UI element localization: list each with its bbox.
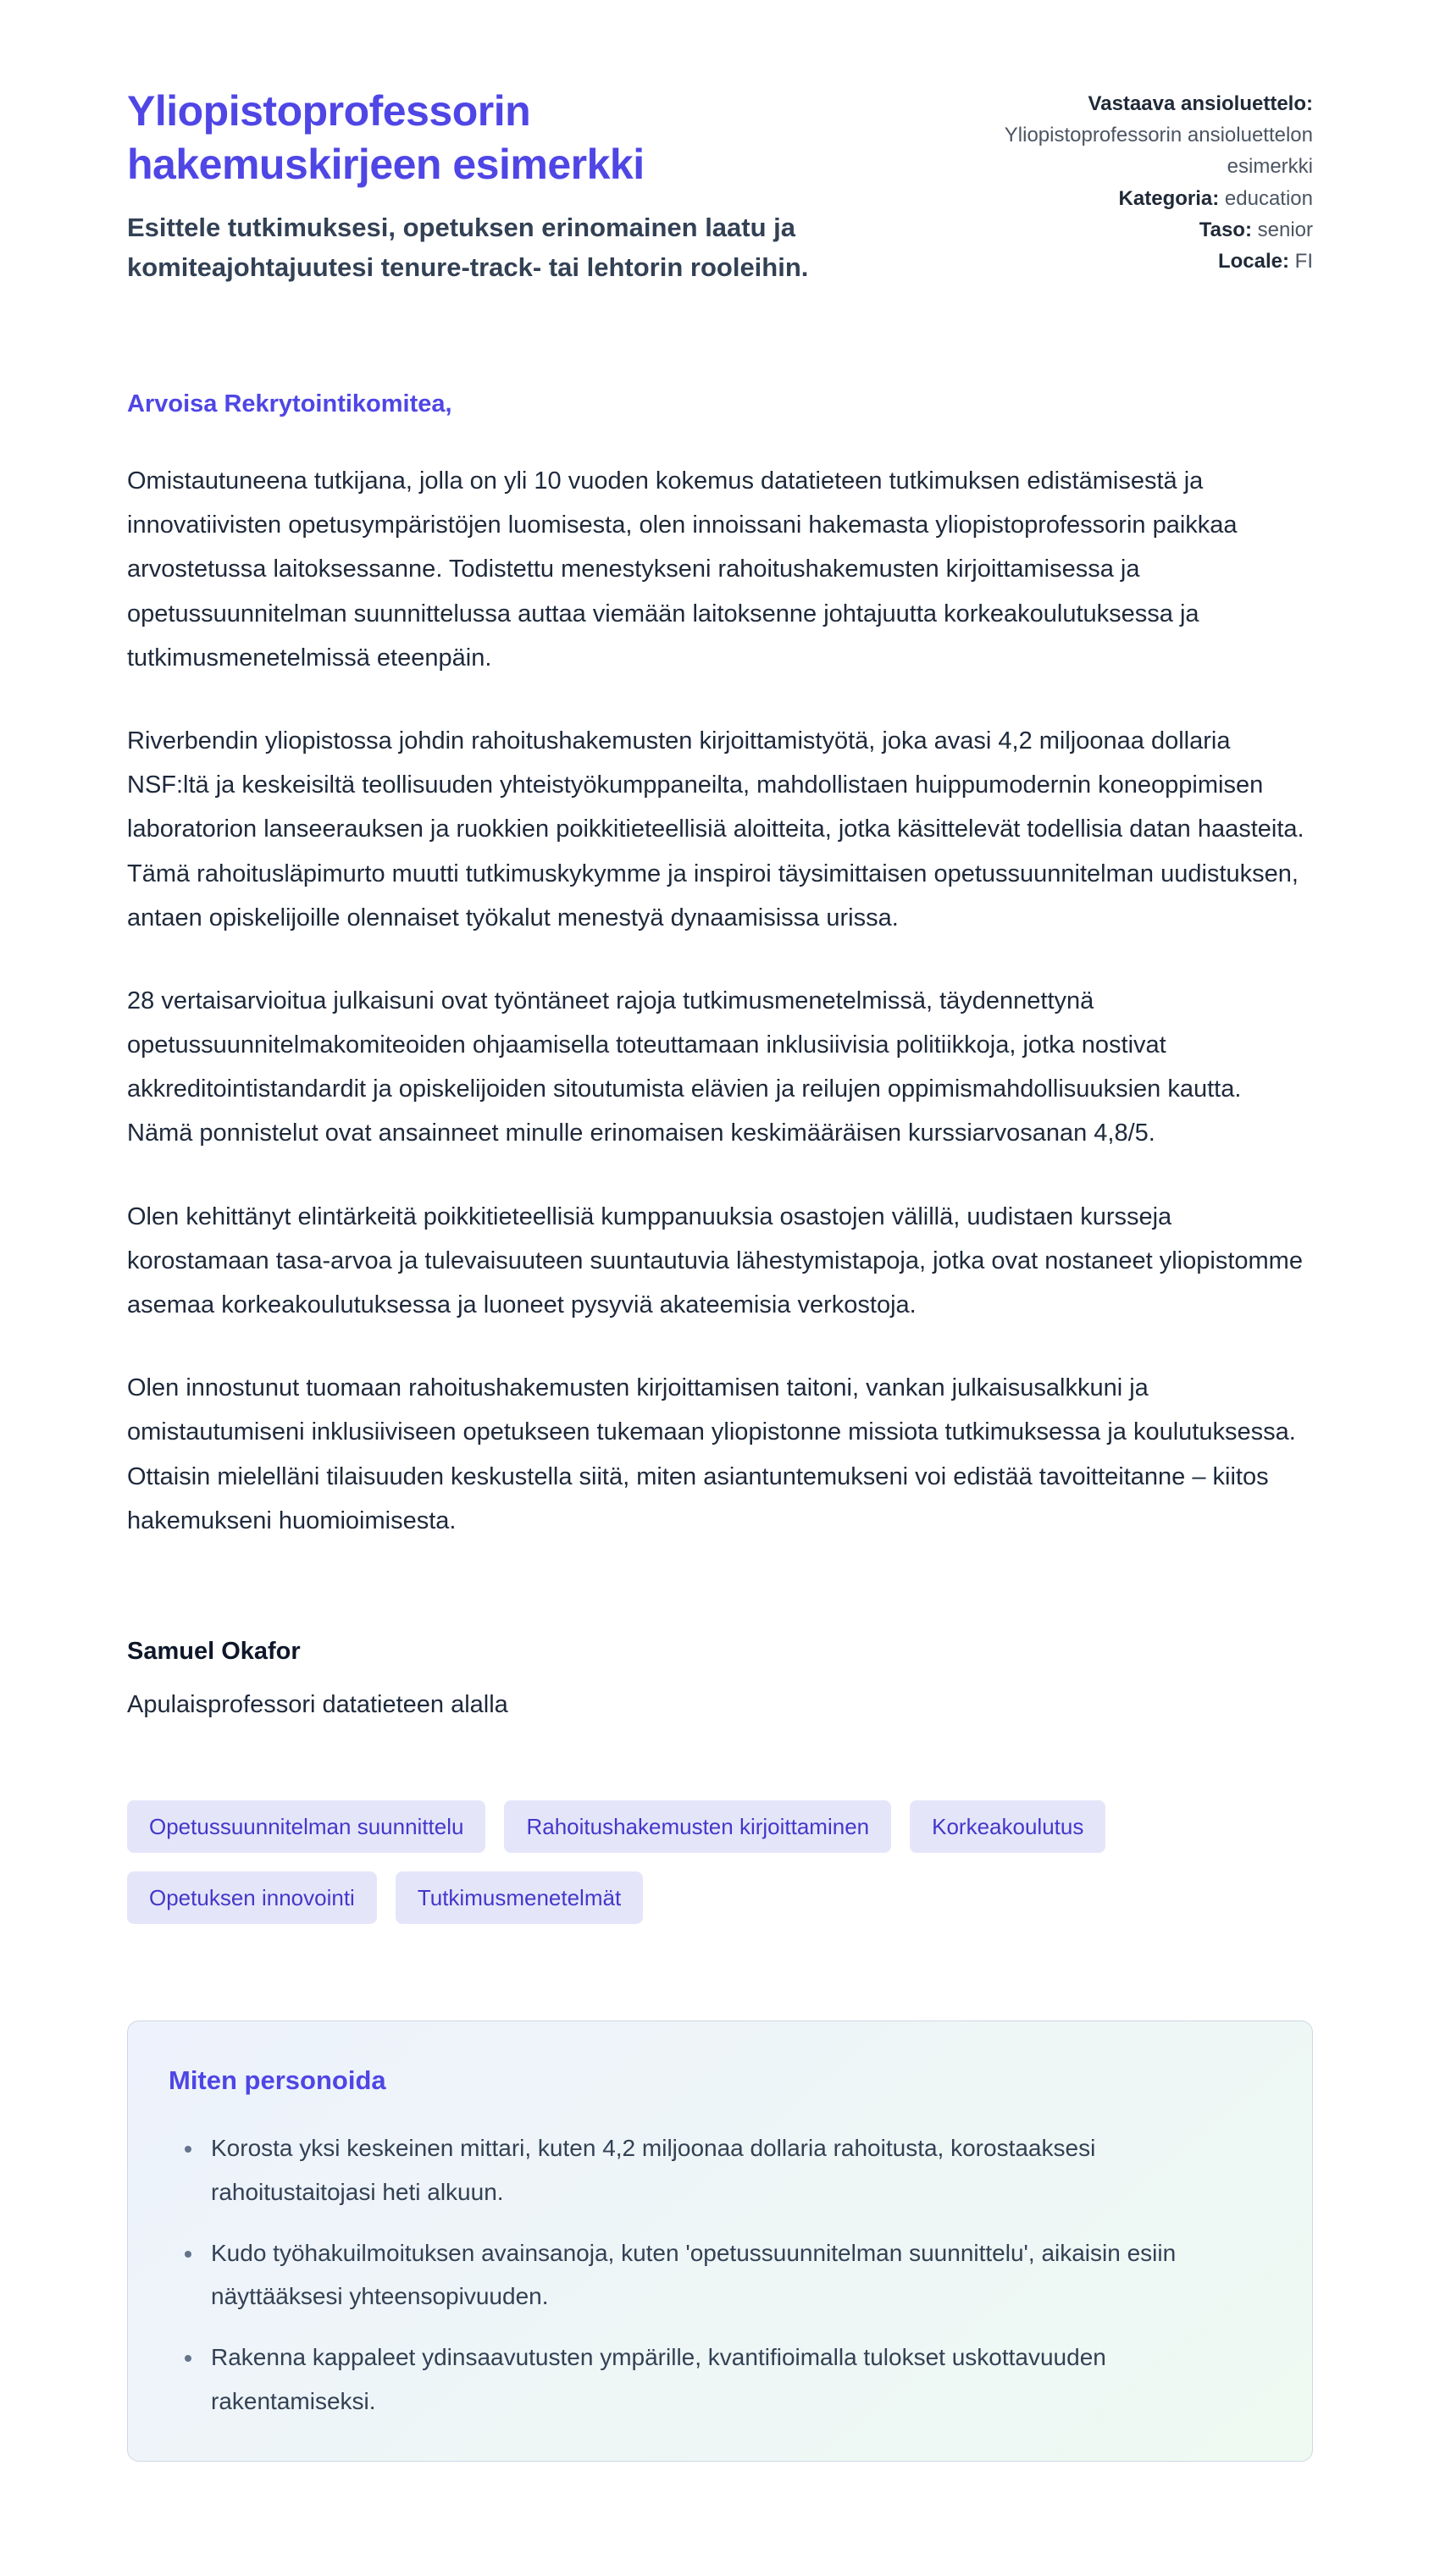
tips-item-1: • Korosta yksi keskeinen mittari, kuten 4,2 miljoonaa dollaria rahoitusta, korostaaksesi rahoitustaitojasi heti alkuun. (204, 2126, 1263, 2214)
tips-title: Miten personoida (169, 2065, 386, 2095)
tag-research-methods[interactable]: Tutkimusmenetelmät (396, 1871, 643, 1924)
signature-name: Samuel Okafor (127, 1637, 301, 1665)
letter-paragraph-4: Olen kehittänyt elintärkeitä poikkitieteellisiä kumppanuuksia osastojen välillä, uudistaen kursseja korostamaan tasa-arvoa ja tulevaisuuteen suuntautuvia lähestymistapoja, jotka ovat nostaneet yliopistomme asemaa korkeakoulutuksessa ja luoneet pysyviä akateemisia verkostoja. (127, 1202, 1303, 1318)
meta-category-row (957, 183, 1313, 214)
meta-level-value: senior (1257, 218, 1313, 241)
signature-title: Apulaisprofessori datatieteen alalla (127, 1690, 508, 1718)
meta-locale-row (957, 246, 1313, 277)
meta-locale-value: FI (1294, 249, 1313, 273)
letter-greeting: Arvoisa Rekrytointikomitea, (127, 390, 452, 417)
meta-level-label: Taso: (1199, 218, 1252, 241)
letter-body (127, 390, 1313, 1719)
letter-paragraph-2: Riverbendin yliopistossa johdin rahoitushakemusten kirjoittamistyötä, joka avasi 4,2 miljoonaa dollaria NSF:ltä ja keskeisiltä teollisuuden yhteistyökumppaneilta, mahdollistaen huippumodernin koneoppimisen laboratorion lanseerauksen ja ruokkien poikkitieteellisiä aloitteita, jotka käsittelevät todellisia datan haasteita. Tämä rahoitusläpimurto muutti tutkimuskykymme ja inspiroi täysimittaisen opetussuunnitelman uudistuksen, antaen opiskelijoille olennaiset työkalut menestyä dynaamisissa urissa. (127, 727, 1304, 931)
meta-resume-label-row (957, 88, 1313, 119)
meta-panel (957, 85, 1313, 277)
tips-list (169, 2126, 1268, 2424)
tips-item-3: • Rakenna kappaleet ydinsaavutusten ympärille, kvantifioimalla tulokset uskottavuuden rakentamiseksi. (204, 2336, 1263, 2424)
tips-item-2: • Kudo työhakuilmoituksen avainsanoja, kuten 'opetussuunnitelman suunnittelu', aikaisin esiin näyttääksesi yhteensopivuuden. (204, 2231, 1263, 2319)
page-title: Yliopistoprofessorin hakemuskirjeen esimerkki (127, 87, 645, 188)
tag-higher-education[interactable]: Korkeakoulutus (910, 1800, 1105, 1853)
meta-resume-value: Yliopistoprofessorin ansioluettelon esimerkki (1004, 124, 1313, 179)
personalization-tips-card (127, 2020, 1313, 2462)
header (127, 85, 1313, 287)
tag-grant-writing[interactable]: Rahoitushakemusten kirjoittaminen (504, 1800, 891, 1853)
meta-category-value: education (1224, 186, 1313, 210)
tag-teaching-innovation[interactable]: Opetuksen innovointi (127, 1871, 377, 1924)
meta-resume-label: Vastaava ansioluettelo: (1088, 92, 1313, 115)
tag-list (127, 1800, 1144, 1924)
meta-locale-label: Locale: (1217, 249, 1289, 273)
meta-level-row (957, 214, 1313, 246)
letter-paragraph-3: 28 vertaisarvioitua julkaisuni ovat työntäneet rajoja tutkimusmenetelmissä, täydennettynä opetussuunnitelmakomiteoiden ohjaamisella toteuttamaan inklusiivisia politiikkoja, jotka nostivat akkreditointistandardit ja opiskelijoiden sitoutumista elävien ja reilujen oppimismahdollisuuksien kautta. Nämä ponnistelut ovat ansainneet minulle erinomaisen keskimääräisen kurssiarvosanan 4,8/5. (127, 987, 1242, 1147)
letter-paragraph-1: Omistautuneena tutkijana, jolla on yli 10 vuoden kokemus datatieteen tutkimuksen edistämisestä ja innovatiivisten opetusympäristöjen luomisesta, olen innoissani hakemasta yliopistoprofessorin paikkaa arvostetussa laitoksessanne. Todistettu menestykseni rahoitushakemusten kirjoittamisessa ja opetussuunnitelman suunnittelussa auttaa viemään laitoksenne johtajuutta korkeakoulutuksessa ja tutkimusmenetelmissä eteenpäin. (127, 467, 1238, 672)
tag-curriculum-design[interactable]: Opetussuunnitelman suunnittelu (127, 1800, 485, 1853)
page-subtitle: Esittele tutkimuksesi, opetuksen erinomainen laatu ja komiteajohtajuutesi tenure-track- tai lehtorin rooleihin. (127, 213, 809, 282)
meta-category-label: Kategoria: (1118, 186, 1220, 210)
header-left (127, 85, 923, 287)
letter-paragraph-5: Olen innostunut tuomaan rahoitushakemusten kirjoittamisen taitoni, vankan julkaisusalkkuni ja omistautumiseni inklusiiviseen opetukseen tukemaan yliopistonne missiota tutkimuksessa ja koulutuksessa. Ottaisin mielelläni tilaisuuden keskustella siitä, miten asiantuntemukseni voi edistää tavoitteitanne – kiitos hakemukseni huomioimisesta. (127, 1374, 1296, 1534)
